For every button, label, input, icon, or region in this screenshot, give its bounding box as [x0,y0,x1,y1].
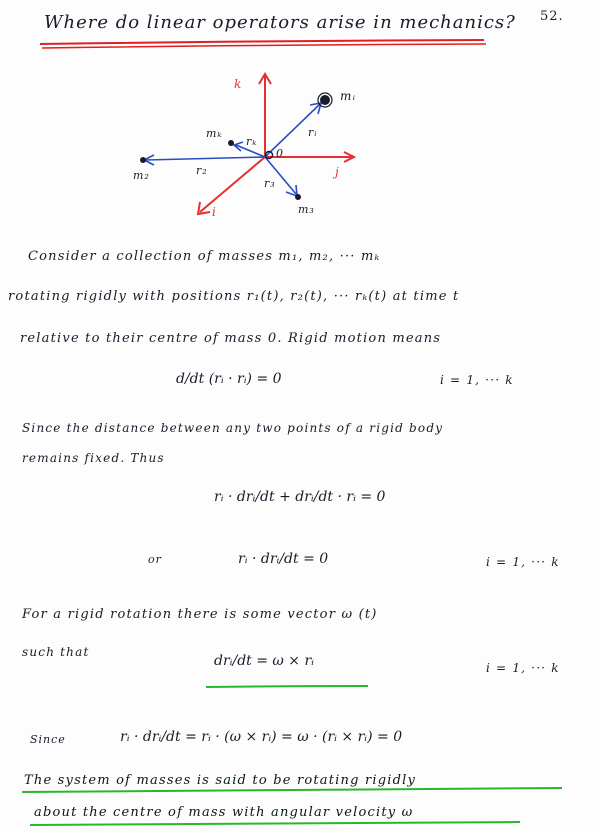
origin-label: 0 [276,147,284,160]
mass-i-dot [321,96,330,105]
equation-3-range: i = 1, ··· k [486,555,560,569]
line-rigid-rotation: For a rigid rotation there is some vector ω (t) [22,607,378,622]
vector-r2 [146,157,265,160]
equation-3: rᵢ · drᵢ/dt = 0 [238,551,329,567]
equation-5: rᵢ · drᵢ/dt = rᵢ · (ω × rᵢ) = ω · (rᵢ × rᵢ) = 0 [120,729,403,745]
word-since: Since [30,733,66,746]
mass-k-dot [228,140,234,146]
conclusion-underline-1 [22,788,562,792]
line-consider: Consider a collection of masses m₁, m₂, ··· mₖ [28,249,381,264]
line-rotating: rotating rigidly with positions r₁(t), r₂(t), ··· rₖ(t) at time t [8,289,460,304]
line-such-that: such that [22,645,90,659]
line-since-distance: Since the distance between any two points of a rigid body [22,421,444,435]
axis-label-j: j [335,165,340,179]
equation-2: rᵢ · drᵢ/dt + drᵢ/dt · rᵢ = 0 [214,489,386,505]
line-remains-fixed: remains fixed. Thus [22,451,165,465]
vector-label-rk: rₖ [246,135,258,148]
mass-label-3: m₃ [298,203,315,216]
conclusion-underline-2 [30,822,520,825]
equation-4-range: i = 1, ··· k [486,661,560,675]
word-or: or [148,553,162,566]
title-underline-1 [40,40,484,44]
equation-1-range: i = 1, ··· k [440,373,514,387]
mass-3-dot [295,194,301,200]
conclusion-line-2: about the centre of mass with angular velocity ω [34,805,414,820]
axis-label-i: i [212,205,218,219]
mass-label-2: m₂ [133,169,150,182]
equation-1: d/dt (rᵢ · rᵢ) = 0 [176,371,282,387]
equation-4: drᵢ/dt = ω × rᵢ [214,653,314,669]
vector-label-r2: r₂ [196,164,208,177]
title-underline-2 [42,44,486,48]
conclusion-line-1: The system of masses is said to be rotating rigidly [24,773,417,788]
mass-label-k: mₖ [206,127,223,140]
page-number: 52. [540,9,564,24]
vector-label-r3: r₃ [264,177,276,190]
vector-label-ri: rᵢ [308,126,318,139]
eq4-underline [206,686,368,687]
mass-2-dot [140,157,146,163]
page-title: Where do linear operators arise in mechanics? [44,12,516,33]
i-axis [200,157,265,212]
line-relative: relative to their centre of mass 0. Rigid motion means [20,331,442,346]
mass-label-i: mᵢ [340,89,357,103]
axis-label-k: k [234,77,243,91]
